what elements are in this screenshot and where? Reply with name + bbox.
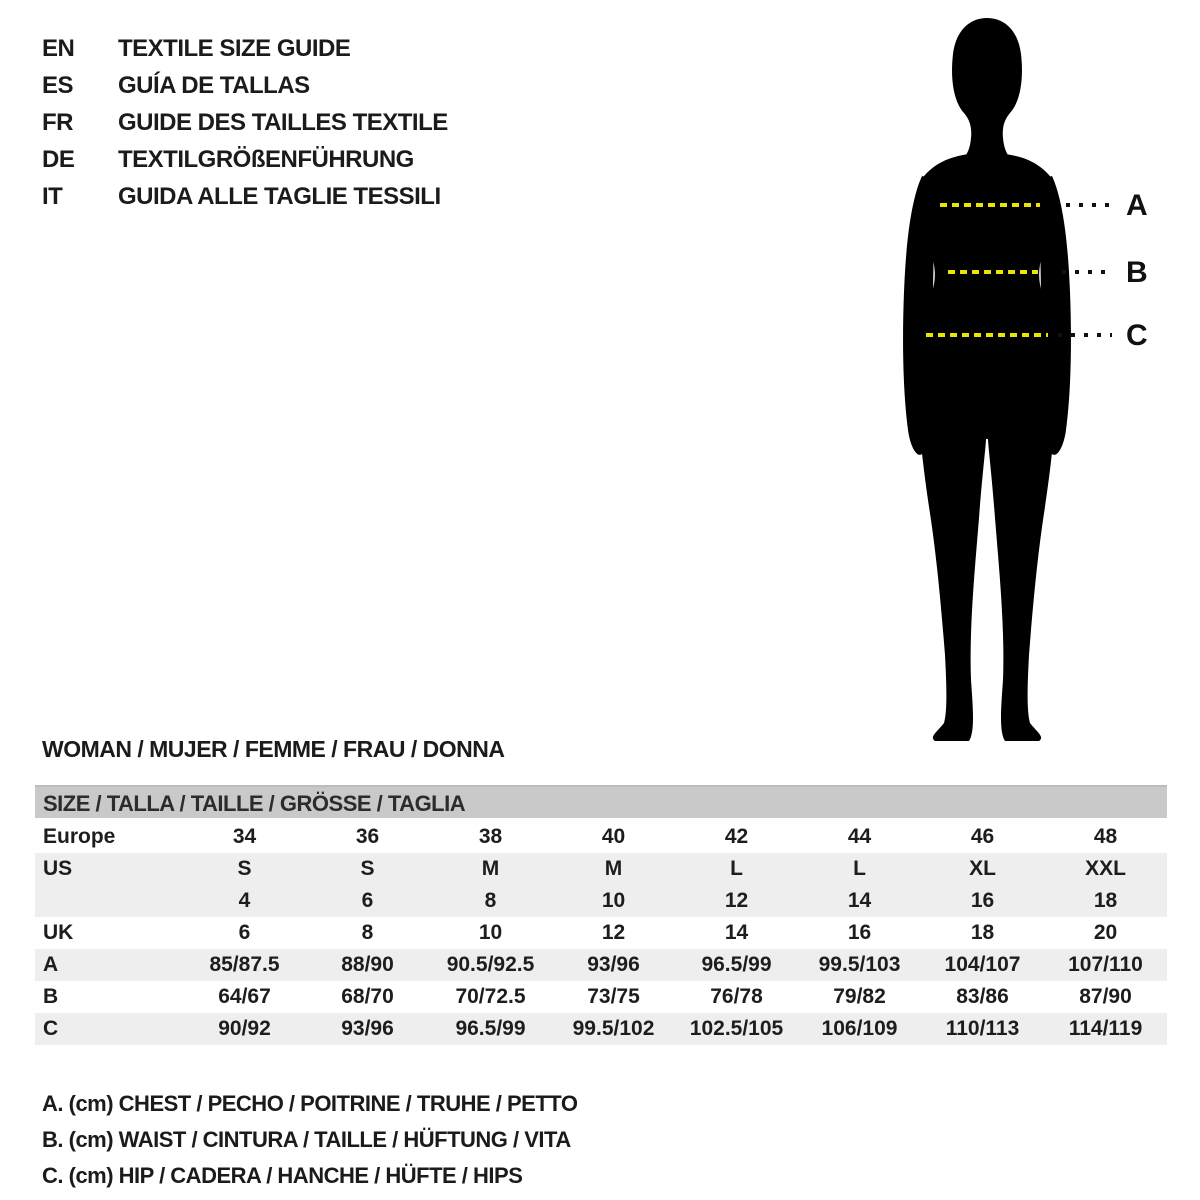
size-cell: 14 <box>847 889 872 912</box>
size-cell: 38 <box>478 825 503 848</box>
table-row <box>35 853 1167 885</box>
row-label: Europe <box>43 825 116 848</box>
size-cell: M <box>604 857 623 880</box>
marker-label-waist: B <box>1126 256 1148 289</box>
size-cell: 8 <box>484 889 497 912</box>
language-code: IT <box>42 182 63 210</box>
language-row <box>42 30 448 67</box>
size-cell: 83/86 <box>956 985 1009 1008</box>
size-cell: 18 <box>1093 889 1118 912</box>
size-cell: 90.5/92.5 <box>446 953 535 976</box>
size-cell: S <box>360 857 375 880</box>
legend <box>42 1086 577 1194</box>
size-cell: 48 <box>1093 825 1118 848</box>
marker-label-chest: A <box>1126 189 1148 222</box>
table-row <box>35 949 1167 981</box>
size-cell: 96.5/99 <box>455 1017 526 1040</box>
size-cell: XL <box>969 857 996 880</box>
size-cell: 14 <box>724 921 749 944</box>
size-table <box>35 785 1167 1045</box>
row-label: C <box>43 1017 59 1040</box>
row-label: B <box>43 985 59 1008</box>
table-row <box>35 981 1167 1013</box>
size-cell: 90/92 <box>218 1017 271 1040</box>
language-code: DE <box>42 145 75 173</box>
size-cell: 106/109 <box>821 1017 898 1040</box>
size-cell: 93/96 <box>341 1017 394 1040</box>
language-title: GUIDE DES TAILLES TEXTILE <box>118 108 448 136</box>
woman-silhouette <box>903 18 1071 741</box>
table-row <box>35 821 1167 853</box>
language-title: GUÍA DE TALLAS <box>118 71 310 99</box>
size-cell: 68/70 <box>341 985 394 1008</box>
section-title-woman: WOMAN / MUJER / FEMME / FRAU / DONNA <box>42 736 505 762</box>
size-cell: 10 <box>601 889 626 912</box>
legend-line: B. (cm) WAIST / CINTURA / TAILLE / HÜFTUNG / VITA <box>42 1127 571 1152</box>
legend-line: A. (cm) CHEST / PECHO / POITRINE / TRUHE / PETTO <box>42 1091 578 1116</box>
language-title: TEXTILE SIZE GUIDE <box>118 34 351 62</box>
size-table-body <box>35 821 1167 1045</box>
table-row <box>35 1013 1167 1045</box>
size-cell: XXL <box>1085 857 1126 880</box>
row-label: UK <box>43 921 74 944</box>
size-cell: 16 <box>847 921 872 944</box>
size-cell: 4 <box>238 889 251 912</box>
size-cell: 12 <box>724 889 749 912</box>
size-cell: 87/90 <box>1079 985 1132 1008</box>
size-cell: 8 <box>361 921 374 944</box>
size-table-grid <box>35 821 1167 1045</box>
size-cell: 85/87.5 <box>209 953 280 976</box>
size-cell: S <box>237 857 252 880</box>
row-label: A <box>43 953 59 976</box>
size-table-header: SIZE / TALLA / TAILLE / GRÖSSE / TAGLIA <box>35 785 1167 818</box>
row-label: US <box>43 857 73 880</box>
size-cell: 96.5/99 <box>701 953 772 976</box>
size-cell: 64/67 <box>218 985 271 1008</box>
language-code: EN <box>42 34 75 62</box>
size-cell: L <box>853 857 866 880</box>
size-cell: 40 <box>601 825 626 848</box>
size-cell: 6 <box>238 921 251 944</box>
language-code: FR <box>42 108 73 136</box>
size-cell: 114/119 <box>1068 1017 1143 1040</box>
size-cell: 6 <box>361 889 374 912</box>
size-cell: 73/75 <box>587 985 640 1008</box>
size-cell: 36 <box>355 825 380 848</box>
size-cell: 88/90 <box>341 953 394 976</box>
legend-line: C. (cm) HIP / CADERA / HANCHE / HÜFTE / HIPS <box>42 1163 523 1188</box>
table-row <box>35 885 1167 917</box>
size-cell: M <box>481 857 500 880</box>
size-cell: 70/72.5 <box>455 985 526 1008</box>
size-cell: 76/78 <box>710 985 763 1008</box>
language-title: TEXTILGRÖßENFÜHRUNG <box>118 145 414 173</box>
woman-silhouette-figure <box>880 10 1200 745</box>
table-row <box>35 917 1167 949</box>
size-cell: 10 <box>478 921 503 944</box>
size-cell: 93/96 <box>587 953 640 976</box>
size-cell: 20 <box>1093 921 1118 944</box>
size-cell: 110/113 <box>945 1017 1020 1040</box>
size-cell: 16 <box>970 889 995 912</box>
size-cell: 42 <box>724 825 749 848</box>
size-cell: 107/110 <box>1068 953 1143 976</box>
language-row <box>42 141 448 178</box>
language-code: ES <box>42 71 74 99</box>
size-cell: 46 <box>970 825 995 848</box>
language-list <box>42 30 448 215</box>
row-label <box>35 885 183 917</box>
marker-label-hip: C <box>1126 319 1148 352</box>
language-row <box>42 178 448 215</box>
size-cell: 18 <box>970 921 995 944</box>
size-cell: 34 <box>232 825 257 848</box>
size-cell: 99.5/103 <box>818 953 901 976</box>
size-cell: L <box>730 857 743 880</box>
size-cell: 12 <box>601 921 626 944</box>
size-cell: 79/82 <box>833 985 886 1008</box>
size-cell: 99.5/102 <box>572 1017 655 1040</box>
language-row <box>42 67 448 104</box>
size-cell: 104/107 <box>944 953 1021 976</box>
language-title: GUIDA ALLE TAGLIE TESSILI <box>118 182 441 210</box>
size-cell: 102.5/105 <box>689 1017 784 1040</box>
size-cell: 44 <box>847 825 872 848</box>
language-row <box>42 104 448 141</box>
